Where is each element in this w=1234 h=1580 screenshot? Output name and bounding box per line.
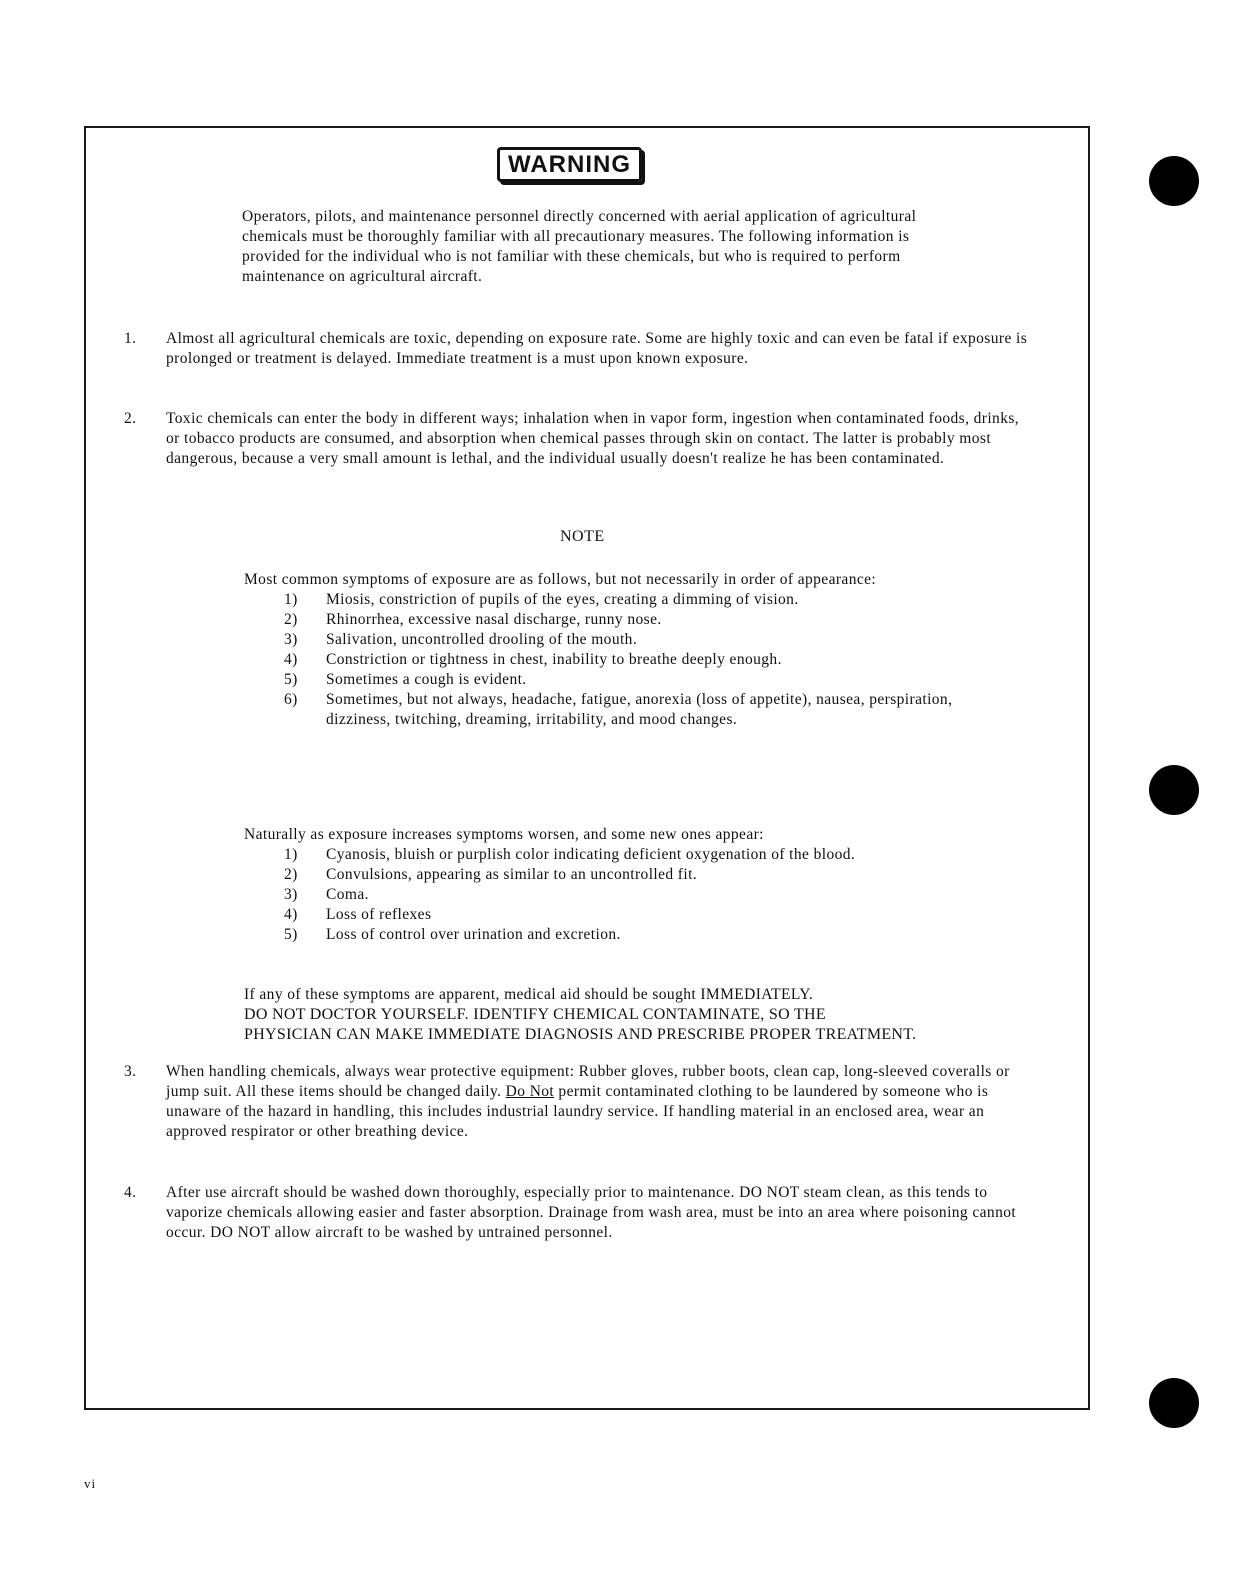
worsening-symptoms-list bbox=[244, 845, 1004, 945]
symptom-item: 4) Constriction or tightness in chest, inability to breathe deeply enough. bbox=[284, 651, 782, 668]
worsening-symptoms-intro: Naturally as exposure increases symptoms worsen, and some new ones appear: bbox=[244, 826, 764, 843]
warning-intro bbox=[242, 207, 942, 287]
medical-aid-note bbox=[244, 985, 1074, 1045]
binder-hole-top bbox=[1149, 156, 1199, 206]
list-item-4 bbox=[124, 1183, 1034, 1243]
symptom-item: 2) Rhinorrhea, excessive nasal discharge, runny nose. bbox=[284, 611, 662, 628]
note-title: NOTE bbox=[560, 528, 605, 545]
doctor-warning-line-2: PHYSICIAN CAN MAKE IMMEDIATE DIAGNOSIS AND PRESCRIBE PROPER TREATMENT. bbox=[244, 1026, 917, 1043]
item-number: 2. bbox=[124, 410, 137, 427]
symptom-item: 2) Convulsions, appearing as similar to an uncontrolled fit. bbox=[284, 866, 698, 883]
symptom-item: 1) Miosis, constriction of pupils of the eyes, creating a dimming of vision. bbox=[284, 591, 799, 608]
common-symptoms-intro: Most common symptoms of exposure are as follows, but not necessarily in order of appearance: bbox=[244, 571, 877, 588]
warning-heading bbox=[497, 147, 642, 182]
binder-hole-bottom bbox=[1149, 1378, 1199, 1428]
binder-hole-middle bbox=[1149, 765, 1199, 815]
list-item-1 bbox=[124, 329, 1034, 369]
item-number: 3. bbox=[124, 1063, 137, 1080]
page-number: vi bbox=[84, 1476, 97, 1491]
warning-badge: WARNING bbox=[497, 147, 642, 182]
do-not-emphasis: Do Not bbox=[505, 1083, 555, 1100]
symptom-item: 5) Sometimes a cough is evident. bbox=[284, 671, 527, 688]
item-text: Almost all agricultural chemicals are toxic, depending on exposure rate. Some are highly toxic and can even be fatal if exposure is prolonged or treatment is delayed. Immediate treatment is a must upon known exposure. bbox=[166, 330, 1028, 367]
item-text: Toxic chemicals can enter the body in different ways; inhalation when in vapor form, ingestion when contaminated foods, drinks, or tobacco products are consumed, and absorption when chemical passes through skin on contact. The latter is probably most dangerous, because a very small amount is lethal, and the individual usually doesn't realize he has been contaminated. bbox=[166, 410, 1020, 467]
worsening-symptoms bbox=[244, 825, 1034, 945]
item-number: 1. bbox=[124, 330, 137, 347]
item-number: 4. bbox=[124, 1184, 137, 1201]
list-item-2 bbox=[124, 409, 1034, 469]
item-text: When handling chemicals, always wear protective equipment: Rubber gloves, rubber boots, clean cap, long-sleeved coveralls or jump suit. All these items should be changed daily. Do Not permit contaminated clothing to be laundered by someone who is unaware of the hazard in handling, this includes industrial laundry service. If handling material in an enclosed area, wear an approved respirator or other breathing device. bbox=[166, 1063, 1010, 1140]
symptom-item: 4) Loss of reflexes bbox=[284, 906, 432, 923]
symptom-item: 6) Sometimes, but not always, headache, fatigue, anorexia (loss of appetite), nausea, perspiration, dizziness, twitching, dreaming, irritability, and mood changes. bbox=[284, 691, 953, 728]
symptom-item: 1) Cyanosis, bluish or purplish color indicating deficient oxygenation of the blood. bbox=[284, 846, 856, 863]
doctor-warning-line-1: DO NOT DOCTOR YOURSELF. IDENTIFY CHEMICAL CONTAMINATE, SO THE bbox=[244, 1006, 826, 1023]
item-text: After use aircraft should be washed down thoroughly, especially prior to maintenance. DO NOT steam clean, as this tends to vaporize chemicals allowing easier and faster absorption. Drainage from wash area, must be into an area where poisoning cannot occur. DO NOT allow aircraft to be washed by untrained personnel. bbox=[166, 1184, 1017, 1241]
common-symptoms-list bbox=[244, 590, 1004, 730]
list-item-3 bbox=[124, 1062, 1034, 1142]
symptom-item: 3) Salivation, uncontrolled drooling of the mouth. bbox=[284, 631, 638, 648]
symptom-item: 5) Loss of control over urination and excretion. bbox=[284, 926, 621, 943]
symptom-item: 3) Coma. bbox=[284, 886, 369, 903]
medical-aid-line: If any of these symptoms are apparent, medical aid should be sought IMMEDIATELY. bbox=[244, 986, 814, 1003]
common-symptoms bbox=[244, 570, 1034, 730]
intro-text: Operators, pilots, and maintenance personnel directly concerned with aerial application of agricultural chemicals must be thoroughly familiar with all precautionary measures. The following information is provided for the individual who is not familiar with these chemicals, but who is required to perform maintenance on agricultural aircraft. bbox=[242, 208, 917, 285]
